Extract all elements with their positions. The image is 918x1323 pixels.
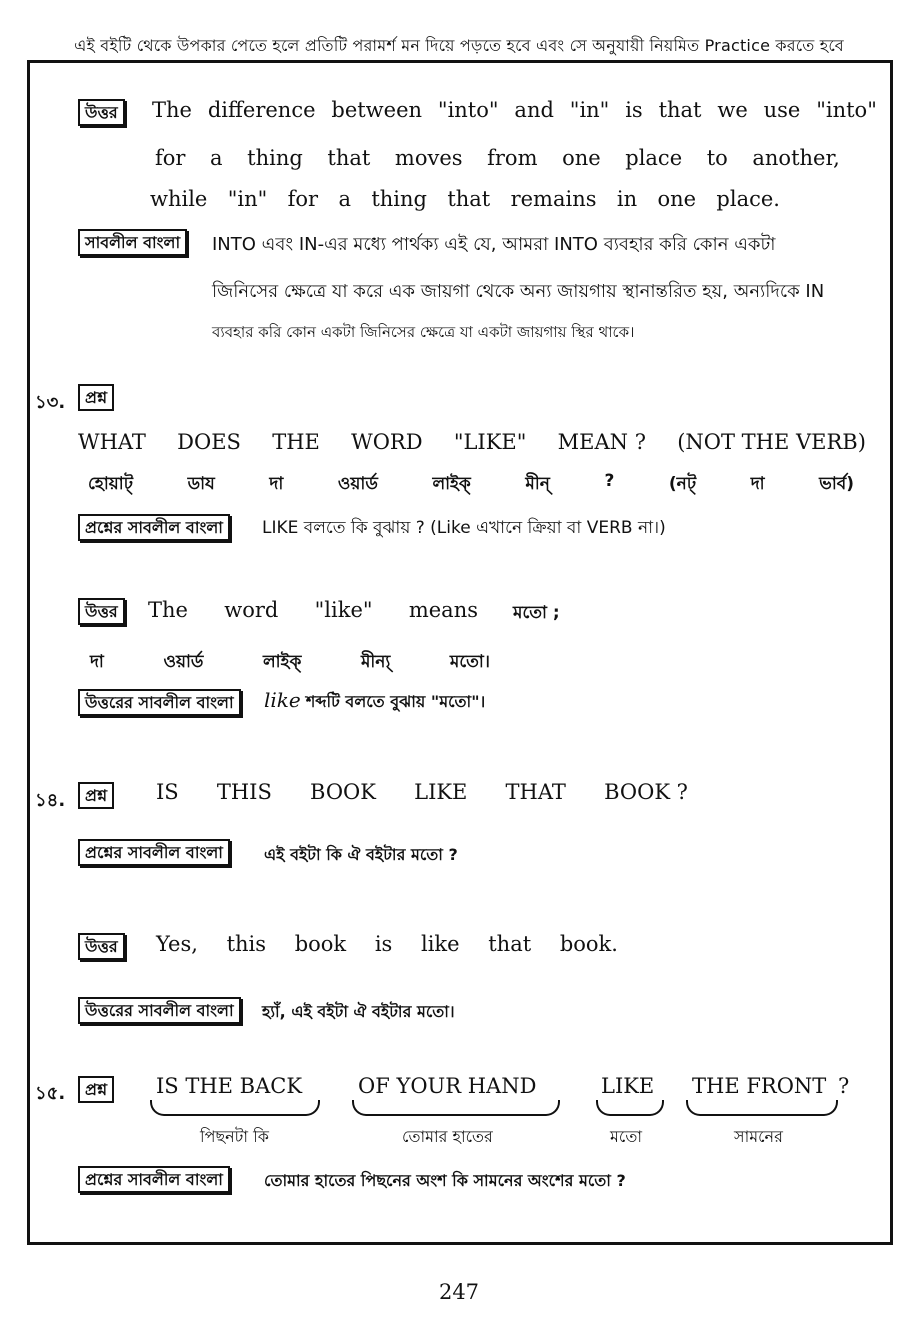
word: WHAT (78, 430, 146, 454)
b13-question-fluent: LIKE বলতে কি বুঝায় ? (Like এখানে ক্রিয়া বা VERB না।) (262, 518, 666, 538)
question-label: প্রশ্ন (78, 1076, 114, 1103)
word: place. (716, 187, 780, 211)
b15-seg2-en: OF YOUR HAND (358, 1074, 537, 1098)
question-fluent-label: প্রশ্নের সাবলীল বাংলা (78, 839, 230, 866)
word: WORD (351, 430, 423, 454)
word: that (488, 932, 532, 956)
word: THAT (505, 780, 566, 804)
word: IS (156, 780, 179, 804)
word: place (625, 146, 683, 170)
b13-answer-fluent (264, 688, 485, 716)
b15-brace-2 (352, 1100, 560, 1116)
question-number-14: ১৪. (35, 790, 66, 811)
word: ? (604, 471, 615, 491)
word: (নট্ (668, 474, 697, 494)
word: means (408, 598, 478, 622)
word: "in" (569, 98, 610, 122)
word: word (224, 598, 279, 622)
word: লাইক্ (263, 652, 302, 672)
b13-answer (148, 598, 478, 622)
word: book (294, 932, 347, 956)
word: remains (510, 187, 597, 211)
word: a (338, 187, 351, 211)
word: another, (752, 146, 840, 170)
b15-brace-1 (150, 1100, 320, 1116)
word: we (717, 98, 748, 122)
b15-seg2-bn: তোমার হাতের (402, 1127, 493, 1146)
word: "into" (437, 98, 499, 122)
b14-answer (156, 932, 618, 956)
word: from (487, 146, 538, 170)
word: thing (371, 187, 427, 211)
word: ওয়ার্ড (337, 474, 378, 494)
answer-fluent-label: উত্তরের সাবলীল বাংলা (78, 997, 241, 1024)
word: দা (750, 474, 765, 494)
word: in (616, 187, 638, 211)
b15-seg1-bn: পিছনটা কি (200, 1127, 269, 1146)
word: মতো। (449, 652, 490, 672)
word: that (327, 146, 371, 170)
word: to (706, 146, 728, 170)
word: for (287, 187, 319, 211)
question-number-15: ১৫. (35, 1083, 66, 1104)
word: ভার্ব) (819, 474, 854, 494)
word: that (447, 187, 491, 211)
word: The (152, 98, 192, 122)
word: "like" (314, 598, 373, 622)
word: a (210, 146, 223, 170)
b12-answer-line1 (152, 98, 877, 122)
word: book. (559, 932, 618, 956)
b14-question-fluent: এই বইটা কি ঐ বইটার মতো ? (264, 845, 458, 864)
question-label: প্রশ্ন (78, 384, 114, 411)
word: for (155, 146, 186, 170)
word: দা (269, 474, 284, 494)
b13-italic-word: like (264, 688, 301, 712)
b12-bangla-line1: INTO এবং IN-এর মধ্যে পার্থক্য এই যে, আমরা INTO ব্যবহার করি কোন একটা (212, 234, 776, 255)
word: like (420, 932, 460, 956)
b14-answer-fluent: হ্যাঁ, এই বইটা ঐ বইটার মতো। (262, 1002, 455, 1021)
b15-brace-4 (686, 1100, 838, 1116)
word: THE (272, 430, 320, 454)
question-label: প্রশ্ন (78, 782, 114, 809)
b13-answer-pronunciation (90, 649, 490, 677)
word: "in" (227, 187, 268, 211)
b15-seg3-bn: মতো (610, 1127, 642, 1146)
b15-seg4-en: THE FRONT (692, 1074, 827, 1098)
b12-answer-line3 (150, 187, 780, 211)
b13-answer-bangla: মতো ; (513, 603, 560, 623)
word: while (150, 187, 208, 211)
b15-seg1-en: IS THE BACK (156, 1074, 303, 1098)
b12-bangla-line3: ব্যবহার করি কোন একটা জিনিসের ক্ষেত্রে যা একটা জায়গায় স্থির থাকে। (212, 323, 635, 341)
word: লাইক্ (432, 474, 471, 494)
word: MEAN ? (557, 430, 646, 454)
word: BOOK ? (604, 780, 688, 804)
b15-question-mark: ? (838, 1074, 850, 1098)
word: ওয়ার্ড (163, 652, 204, 672)
fluent-bangla-label: সাবলীল বাংলা (78, 229, 187, 256)
word: মীন্য্ (360, 652, 391, 672)
question-number-13: ১৩. (35, 392, 66, 413)
word: Yes, (156, 932, 198, 956)
answer-label: উত্তর (78, 933, 125, 960)
word: "LIKE" (453, 430, 527, 454)
word: DOES (177, 430, 241, 454)
word: BOOK (310, 780, 376, 804)
word: "into" (816, 98, 877, 122)
b15-seg3-en: LIKE (601, 1074, 655, 1098)
answer-label: উত্তর (78, 99, 125, 126)
question-fluent-label: প্রশ্নের সাবলীল বাংলা (78, 1166, 230, 1193)
word: হোয়াট্ (88, 474, 133, 494)
word: LIKE (414, 780, 468, 804)
b14-question (156, 780, 688, 804)
word: between (331, 98, 423, 122)
word: মীন্ (525, 474, 550, 494)
b13-answer-fluent-text: শব্দটি বলতে বুঝায় "মতো"। (305, 692, 486, 711)
page-number: 247 (438, 1280, 480, 1304)
question-fluent-label: প্রশ্নের সাবলীল বাংলা (78, 514, 230, 541)
answer-fluent-label: উত্তরের সাবলীল বাংলা (78, 689, 241, 716)
word: use (763, 98, 801, 122)
word: THIS (216, 780, 272, 804)
b12-answer-line2 (155, 146, 840, 170)
word: ডায (187, 474, 215, 494)
word: and (514, 98, 554, 122)
word: this (226, 932, 267, 956)
word: দা (90, 652, 104, 672)
word: moves (394, 146, 463, 170)
word: one (562, 146, 601, 170)
answer-label: উত্তর (78, 598, 125, 625)
word: is (374, 932, 393, 956)
b12-bangla-line2: জিনিসের ক্ষেত্রে যা করে এক জায়গা থেকে অন্য জায়গায় স্থানান্তরিত হয়, অন্যদিকে IN (212, 281, 825, 302)
word: difference (207, 98, 316, 122)
b15-brace-3 (596, 1100, 664, 1116)
word: (NOT THE VERB) (677, 430, 866, 454)
b13-question (78, 430, 866, 454)
b13-pronunciation (88, 471, 854, 499)
b15-seg4-bn: সামনের (734, 1127, 783, 1146)
word: The (148, 598, 188, 622)
word: is (625, 98, 643, 122)
word: one (657, 187, 697, 211)
word: thing (247, 146, 303, 170)
word: that (658, 98, 702, 122)
page-header-note: এই বইটি থেকে উপকার পেতে হলে প্রতিটি পরামর্শ মন দিয়ে পড়তে হবে এবং সে অনুযায়ী নিয়মিত Practice করতে হবে (74, 36, 844, 55)
b15-question-fluent: তোমার হাতের পিছনের অংশ কি সামনের অংশের মতো ? (264, 1171, 626, 1190)
